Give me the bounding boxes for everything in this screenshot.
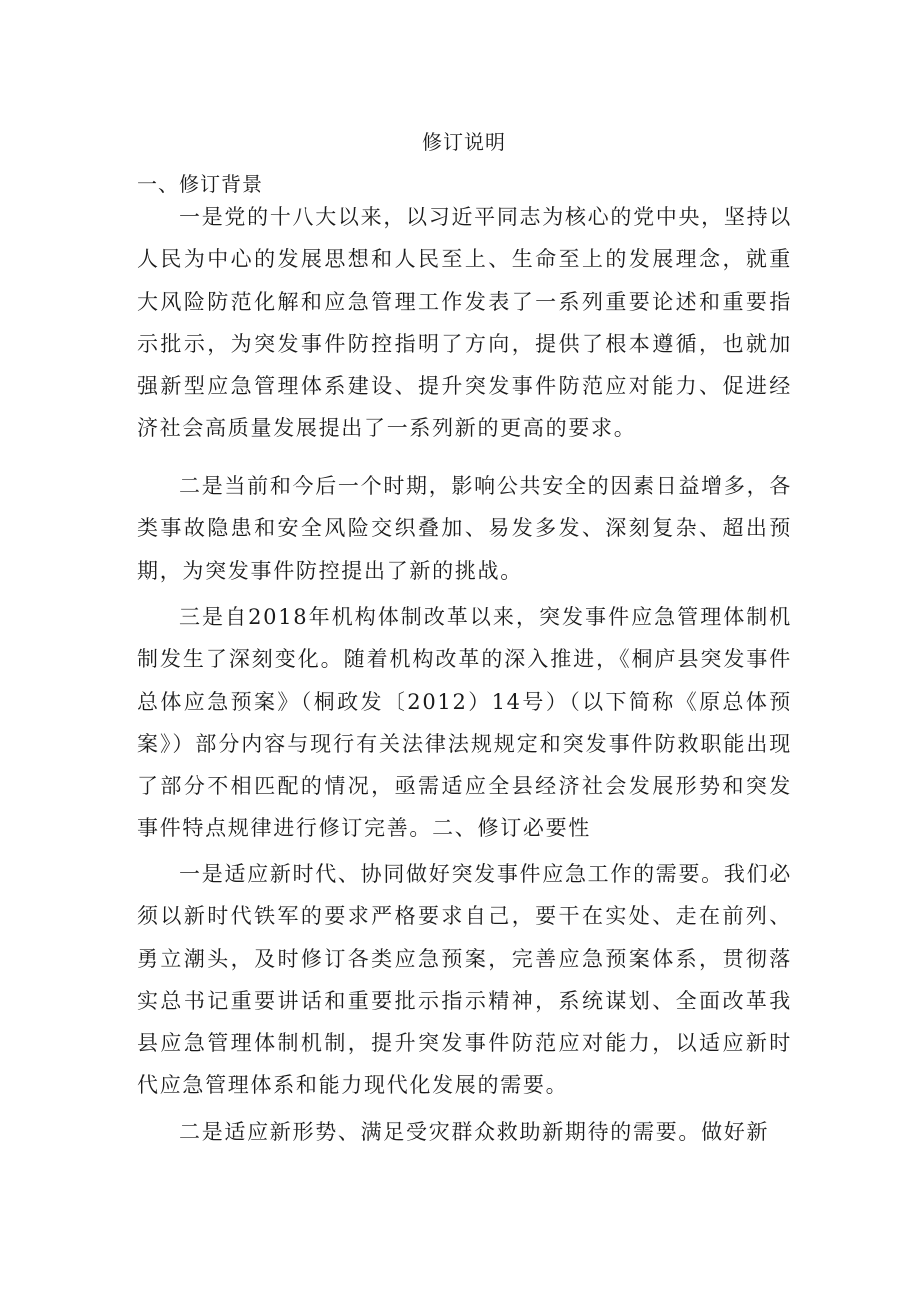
paragraph-3: 三是自2018年机构体制改革以来，突发事件应急管理体制机制发生了深刻变化。随着机构改革的深入推进，《桐庐县突发事件总体应急预案》（桐政发〔2012）14号）（以下简称《原总体预案》）部分内容与现行有关法律法规规定和突发事件防救职能出现了部分不相匹配的情况，亟需适应全县经济社会发展形势和突发事件特点规律进行修订完善。二、修订必要性 (137, 605, 792, 841)
document-title: 修订说明 (422, 130, 506, 154)
paragraph-2: 二是当前和今后一个时期，影响公共安全的因素日益增多，各类事故隐患和安全风险交织叠加、易发多发、深刻复杂、超出预期，为突发事件防控提出了新的挑战。 (137, 474, 792, 583)
paragraph-5: 二是适应新形势、满足受灾群众救助新期待的需要。做好新 (179, 1120, 770, 1144)
paragraph-1: 一是党的十八大以来，以习近平同志为核心的党中央，坚持以人民为中心的发展思想和人民至上、生命至上的发展理念，就重大风险防范化解和应急管理工作发表了一系列重要论述和重要指示批示，为突发事件防控指明了方向，提供了根本遵循，也就加强新型应急管理体系建设、提升突发事件防范应对能力、促进经济社会高质量发展提出了一系列新的更高的要求。 (137, 205, 792, 441)
section-heading-background: 一、修订背景 (137, 172, 263, 196)
paragraph-4: 一是适应新时代、协同做好突发事件应急工作的需要。我们必须以新时代铁军的要求严格要求自己，要干在实处、走在前列、勇立潮头，及时修订各类应急预案，完善应急预案体系，贯彻落实总书记重要讲话和重要批示指示精神，系统谋划、全面改革我县应急管理体制机制，提升突发事件防范应对能力，以适应新时代应急管理体系和能力现代化发展的需要。 (137, 862, 792, 1098)
